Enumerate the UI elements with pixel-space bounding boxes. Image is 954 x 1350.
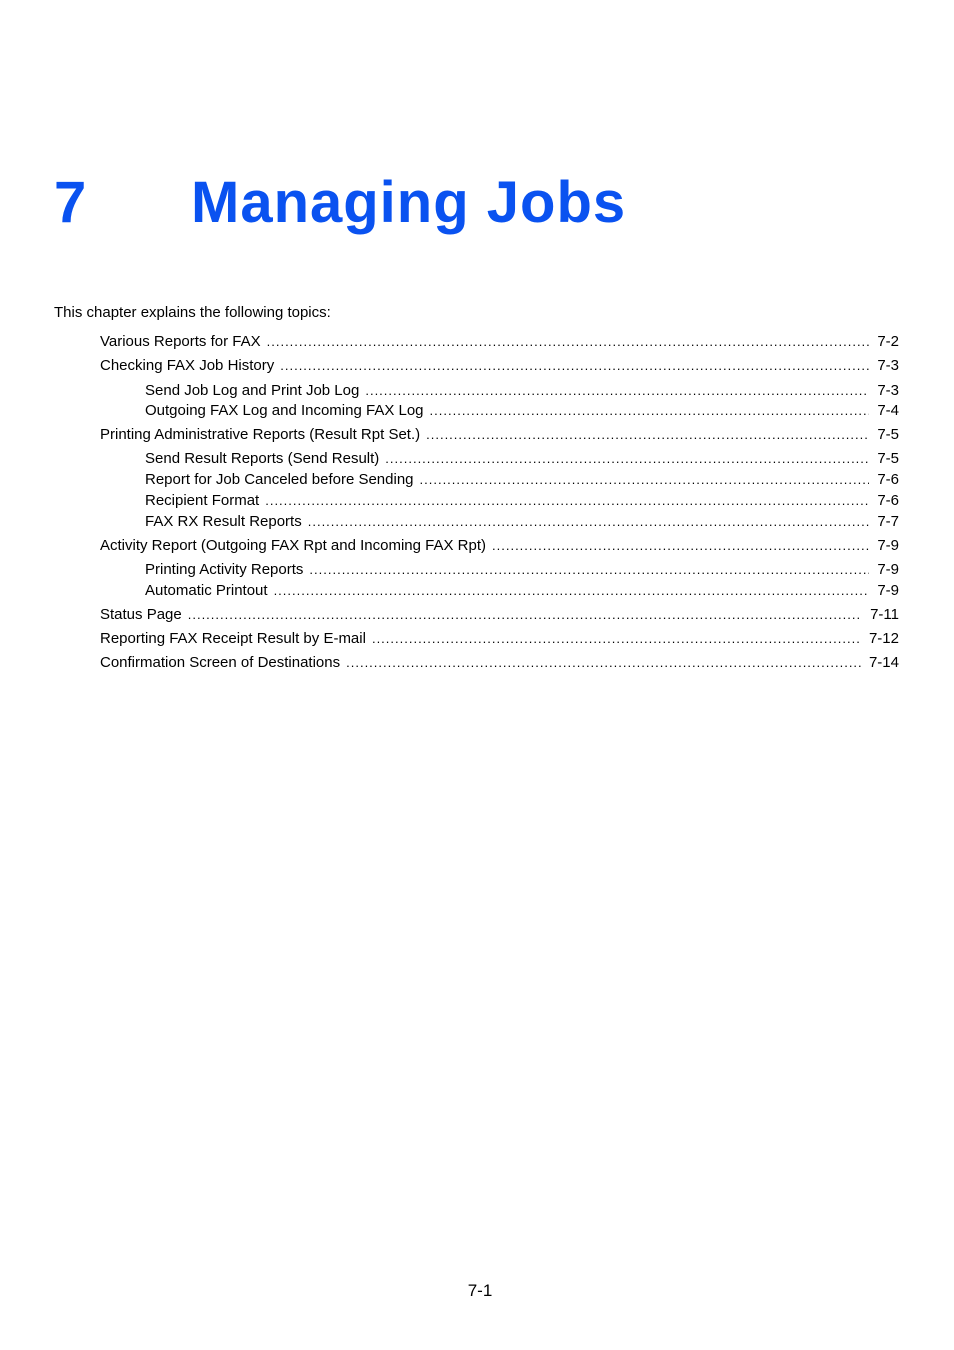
toc-entry-title: Printing Activity Reports (145, 561, 304, 578)
toc-entry[interactable] (100, 653, 899, 673)
toc-dot-leader (308, 512, 870, 532)
toc-entry-title: Printing Administrative Reports (Result Rpt Set.) (100, 426, 421, 443)
toc-entry-title: Confirmation Screen of Destinations (100, 654, 341, 671)
toc-dot-leader (492, 536, 869, 556)
toc-entry[interactable] (145, 512, 899, 532)
toc-dot-leader (274, 581, 870, 601)
toc-entry-page: 7-11 (870, 606, 899, 623)
toc-entry[interactable] (145, 470, 899, 490)
toc-entry-title: Checking FAX Job History (100, 357, 275, 374)
toc-entry-title: Status Page (100, 606, 182, 623)
toc-entry-page: 7-3 (877, 382, 899, 399)
toc-entry[interactable] (145, 381, 899, 401)
toc-entry-page: 7-5 (877, 450, 899, 467)
toc-entry-page: 7-2 (877, 333, 899, 350)
toc-entry[interactable] (100, 425, 899, 445)
toc-entry-page: 7-6 (877, 471, 899, 488)
toc-dot-leader (426, 425, 869, 445)
toc-entry-page: 7-14 (868, 654, 899, 671)
toc-entry-title: Reporting FAX Receipt Result by E-mail (100, 630, 366, 647)
toc-entry-page: 7-4 (877, 402, 899, 419)
toc-entry[interactable] (145, 581, 899, 601)
toc-entry[interactable] (145, 560, 899, 580)
toc-entry-title: Recipient Format (145, 492, 260, 509)
toc-entry[interactable] (100, 629, 899, 649)
toc-dot-leader (385, 449, 869, 469)
toc-dot-leader (372, 629, 861, 649)
toc-dot-leader (267, 332, 870, 352)
page-number: 7-1 (467, 1281, 493, 1300)
toc-entry[interactable] (145, 401, 899, 421)
toc-entry-page: 7-5 (877, 426, 899, 443)
chapter-title: Managing Jobs (191, 170, 627, 235)
toc-entry-page: 7-9 (877, 561, 899, 578)
toc-entry-page: 7-7 (877, 513, 899, 530)
toc-entry-title: Report for Job Canceled before Sending (145, 471, 414, 488)
toc-entry-title: Various Reports for FAX (100, 333, 261, 350)
toc-dot-leader (265, 491, 869, 511)
chapter-heading (54, 166, 854, 240)
toc-entry-title: Send Job Log and Print Job Log (145, 382, 360, 399)
chapter-number: 7 (54, 170, 87, 235)
toc-entry-title: Activity Report (Outgoing FAX Rpt and Incoming FAX Rpt) (100, 537, 487, 554)
toc-entry-page: 7-12 (868, 630, 899, 647)
intro-text: This chapter explains the following topics: (54, 304, 331, 321)
toc-entry-page: 7-3 (877, 357, 899, 374)
toc-dot-leader (420, 470, 870, 490)
toc-entry-title: Automatic Printout (145, 582, 268, 599)
toc-entry[interactable] (100, 605, 899, 625)
toc-entry-title: FAX RX Result Reports (145, 513, 302, 530)
toc-dot-leader (365, 381, 869, 401)
toc-entry-page: 7-9 (877, 582, 899, 599)
toc-entry-title: Send Result Reports (Send Result) (145, 450, 380, 467)
toc-entry[interactable] (100, 356, 899, 376)
toc-entry-page: 7-6 (877, 492, 899, 509)
toc-entry[interactable] (145, 449, 899, 469)
toc-dot-leader (309, 560, 869, 580)
toc-entry[interactable] (145, 491, 899, 511)
toc-dot-leader (346, 653, 861, 673)
toc-entry[interactable] (100, 332, 899, 352)
toc-entry[interactable] (100, 536, 899, 556)
toc-dot-leader (430, 401, 870, 421)
toc-dot-leader (280, 356, 869, 376)
toc-entry-title: Outgoing FAX Log and Incoming FAX Log (145, 402, 424, 419)
toc-dot-leader (188, 605, 862, 625)
toc-entry-page: 7-9 (877, 537, 899, 554)
